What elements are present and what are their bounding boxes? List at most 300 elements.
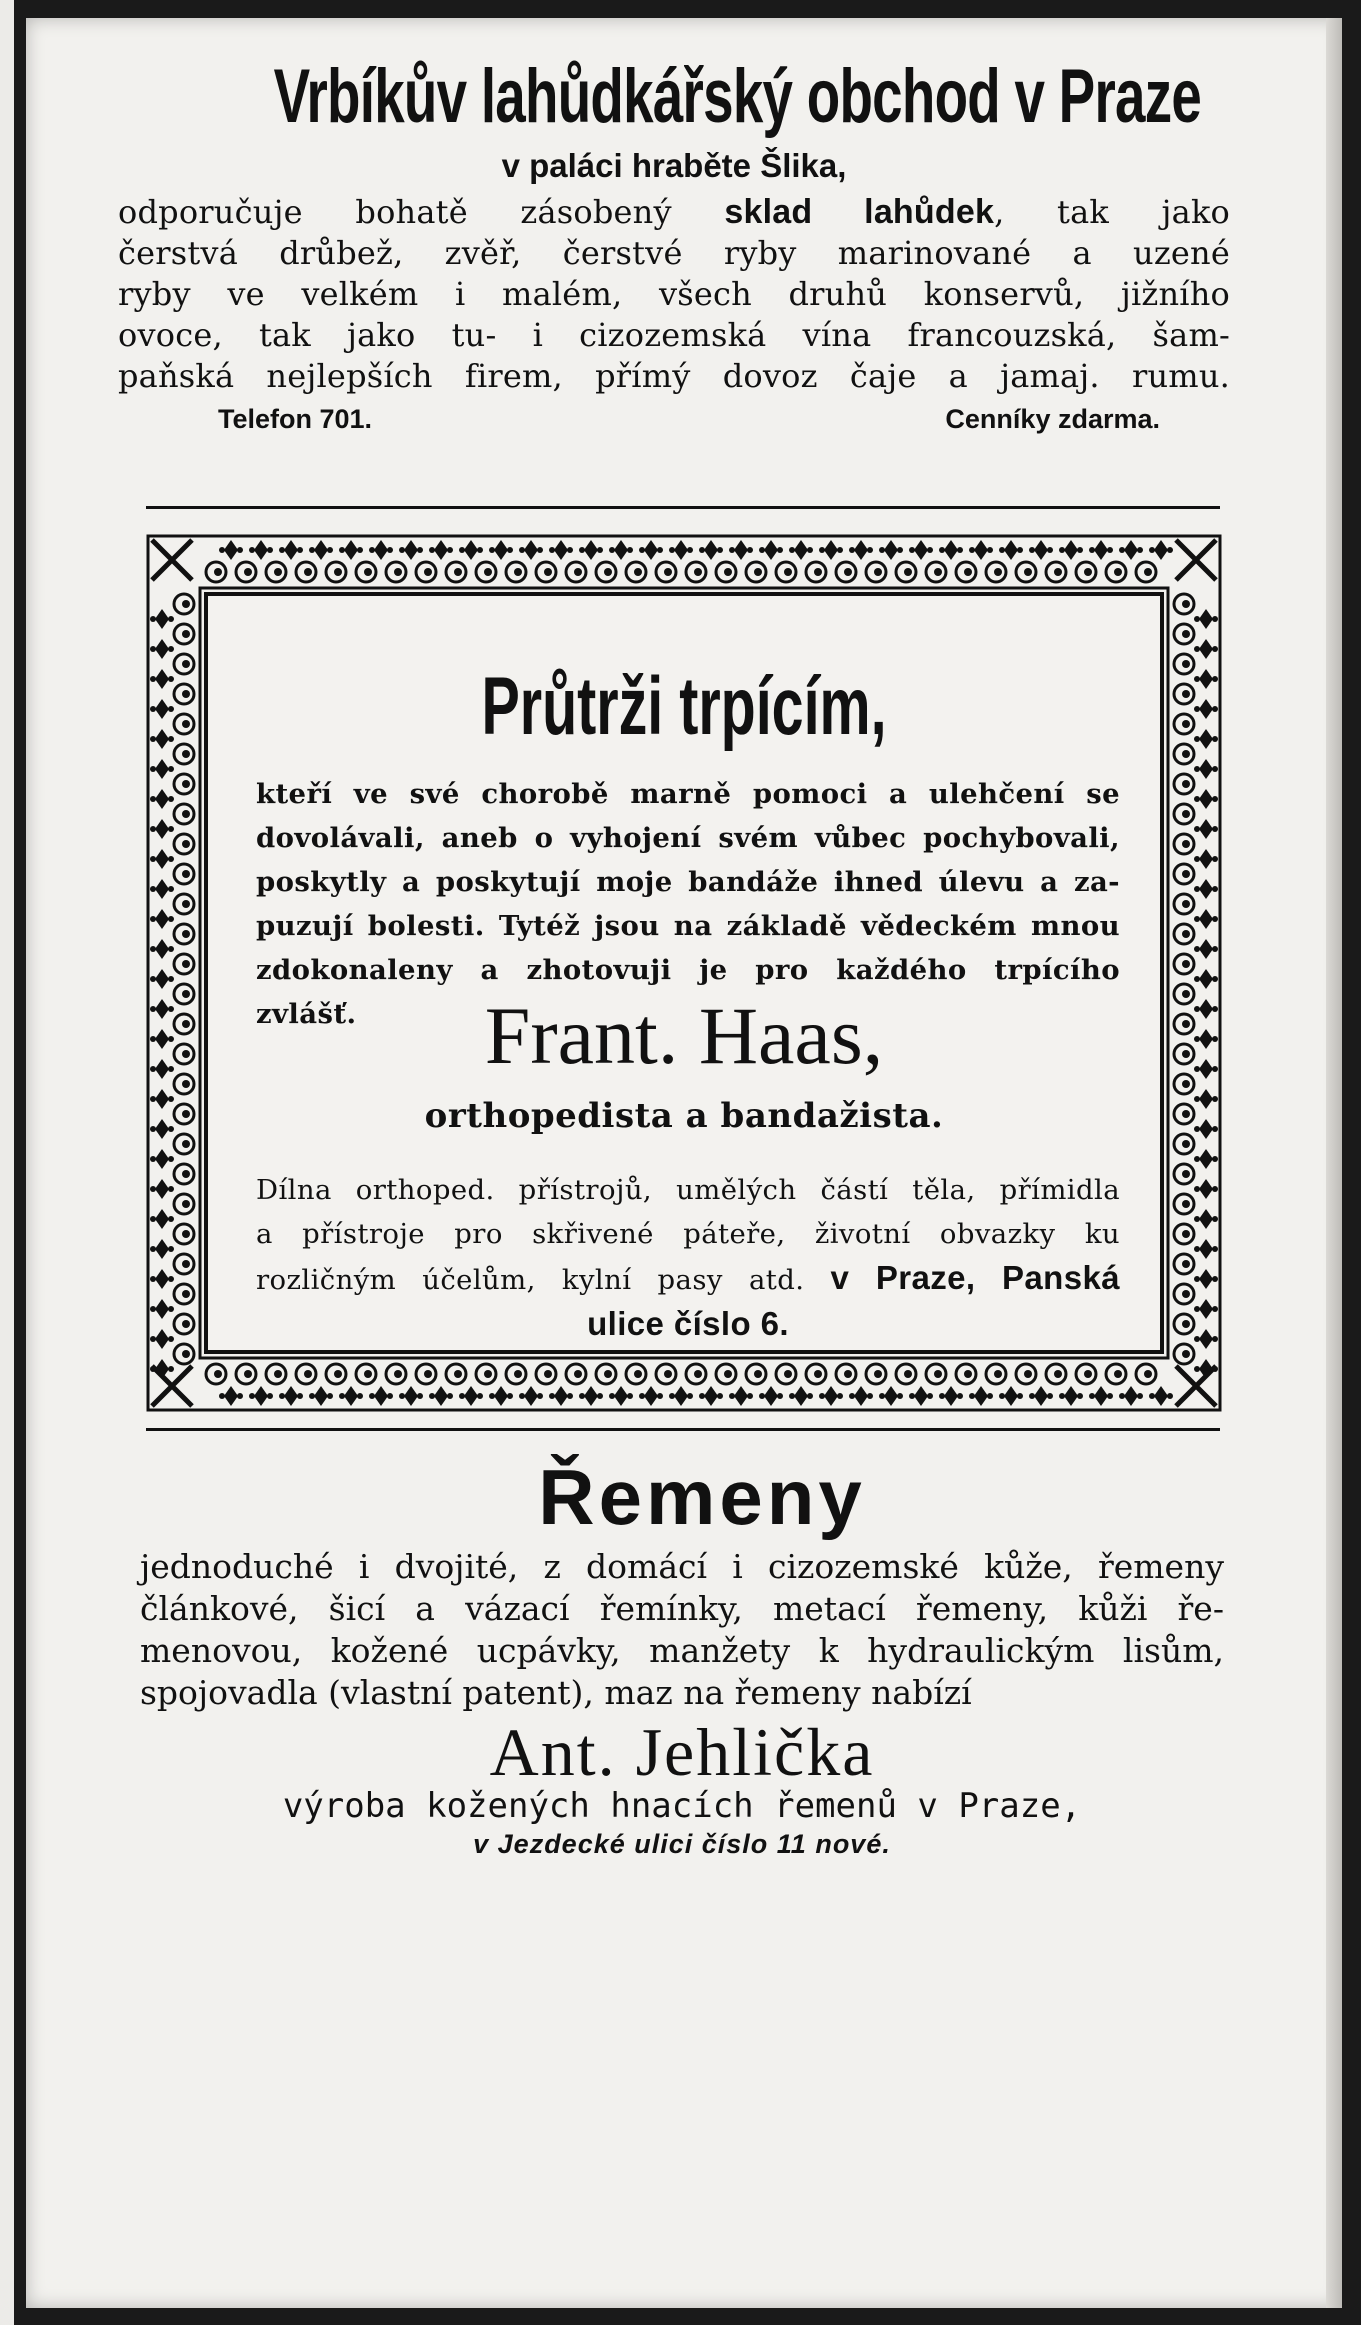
fleuron-ornament xyxy=(1199,1239,1213,1259)
fleuron-dot xyxy=(150,1216,156,1222)
fleuron-ornament xyxy=(155,1029,169,1049)
fleuron-dot xyxy=(168,1006,174,1012)
fleuron-dot xyxy=(150,676,156,682)
fleuron-dot xyxy=(609,1393,615,1399)
fleuron-dot xyxy=(168,1306,174,1312)
scroll-ornament-dot xyxy=(934,568,942,576)
scroll-ornament-dot xyxy=(1084,568,1092,576)
fleuron-ornament xyxy=(254,1386,268,1406)
fleuron-dot xyxy=(168,1336,174,1342)
fleuron-ornament xyxy=(404,540,418,560)
fleuron-ornament xyxy=(854,1386,868,1406)
fleuron-ornament xyxy=(155,849,169,869)
fleuron-ornament xyxy=(644,540,658,560)
fleuron-dot xyxy=(267,547,273,553)
ad-haas-line: dovolávali, aneb o vyhojení svém vůbec pochybovali, xyxy=(256,822,1120,854)
fleuron-dot xyxy=(1212,1156,1218,1162)
scroll-ornament-dot xyxy=(182,1320,190,1328)
corner-ornament xyxy=(1176,1366,1216,1406)
scroll-ornament-dot xyxy=(724,568,732,576)
scroll-ornament-dot xyxy=(1144,568,1152,576)
fleuron-dot xyxy=(309,1393,315,1399)
fleuron-dot xyxy=(1194,946,1200,952)
fleuron-dot xyxy=(1059,1393,1065,1399)
fleuron-ornament xyxy=(734,540,748,560)
fleuron-ornament xyxy=(1199,849,1213,869)
scroll-ornament-dot xyxy=(274,568,282,576)
fleuron-dot xyxy=(969,1393,975,1399)
fleuron-ornament xyxy=(155,1089,169,1109)
fleuron-dot xyxy=(987,547,993,553)
fleuron-dot xyxy=(1194,1366,1200,1372)
fleuron-dot xyxy=(417,1393,423,1399)
scroll-ornament-dot xyxy=(1182,600,1190,608)
fleuron-dot xyxy=(150,646,156,652)
fleuron-dot xyxy=(1107,1393,1113,1399)
fleuron-dot xyxy=(1212,916,1218,922)
fleuron-dot xyxy=(999,547,1005,553)
ad-vrbik-footer xyxy=(118,399,1230,439)
fleuron-dot xyxy=(168,1126,174,1132)
scroll-ornament-dot xyxy=(182,870,190,878)
text-run: rozličným účelům, kylní pasy atd. xyxy=(256,1264,805,1296)
fleuron-dot xyxy=(609,547,615,553)
fleuron-ornament xyxy=(854,540,868,560)
scroll-ornament-dot xyxy=(1182,1050,1190,1058)
scroll-ornament-dot xyxy=(182,900,190,908)
fleuron-dot xyxy=(849,1393,855,1399)
fleuron-dot xyxy=(429,1393,435,1399)
fleuron-ornament xyxy=(1004,1386,1018,1406)
fleuron-dot xyxy=(687,1393,693,1399)
fleuron-dot xyxy=(1212,1066,1218,1072)
fleuron-dot xyxy=(627,1393,633,1399)
scroll-ornament-dot xyxy=(994,1370,1002,1378)
scroll-ornament-dot xyxy=(214,1370,222,1378)
ad-vrbik-line xyxy=(118,192,1230,233)
ad-jehlicka-line: spojovadla (vlastní patent), maz na řemeny nabízí xyxy=(140,1673,972,1712)
fleuron-ornament xyxy=(155,1329,169,1349)
ad-haas-line: poskytly a poskytují moje bandáže ihned úlevu a za- xyxy=(256,866,1120,898)
fleuron-dot xyxy=(168,796,174,802)
fleuron-dot xyxy=(1194,826,1200,832)
fleuron-dot xyxy=(237,1393,243,1399)
scroll-ornament-dot xyxy=(182,1200,190,1208)
scroll-ornament-dot xyxy=(724,1370,732,1378)
fleuron-dot xyxy=(150,616,156,622)
fleuron-ornament xyxy=(224,1386,238,1406)
scroll-ornament-dot xyxy=(182,750,190,758)
fleuron-dot xyxy=(168,616,174,622)
fleuron-dot xyxy=(150,1096,156,1102)
scroll-ornament-dot xyxy=(484,1370,492,1378)
divider-rule xyxy=(146,1428,1220,1431)
cenniky: Cenníky zdarma. xyxy=(945,404,1160,434)
fleuron-dot xyxy=(597,547,603,553)
fleuron-dot xyxy=(1194,1006,1200,1012)
fleuron-ornament xyxy=(155,639,169,659)
fleuron-ornament xyxy=(155,1149,169,1169)
scroll-ornament-dot xyxy=(484,568,492,576)
fleuron-ornament xyxy=(1124,540,1138,560)
fleuron-dot xyxy=(1212,796,1218,802)
fleuron-dot xyxy=(939,1393,945,1399)
scroll-ornament-dot xyxy=(634,568,642,576)
scroll-ornament-dot xyxy=(454,1370,462,1378)
fleuron-ornament xyxy=(155,939,169,959)
fleuron-dot xyxy=(1194,1186,1200,1192)
fleuron-ornament xyxy=(674,540,688,560)
fleuron-dot xyxy=(267,1393,273,1399)
fleuron-dot xyxy=(168,856,174,862)
page-right-edge xyxy=(1326,18,1342,2308)
fleuron-dot xyxy=(819,1393,825,1399)
fleuron-ornament xyxy=(404,1386,418,1406)
scroll-ornament-dot xyxy=(574,1370,582,1378)
fleuron-ornament xyxy=(1199,909,1213,929)
fleuron-dot xyxy=(627,547,633,553)
fleuron-dot xyxy=(309,547,315,553)
fleuron-dot xyxy=(879,547,885,553)
fleuron-dot xyxy=(168,676,174,682)
fleuron-dot xyxy=(369,1393,375,1399)
fleuron-dot xyxy=(1089,1393,1095,1399)
fleuron-dot xyxy=(150,706,156,712)
scroll-ornament-dot xyxy=(1182,1200,1190,1208)
scroll-ornament-dot xyxy=(814,568,822,576)
fleuron-ornament xyxy=(764,1386,778,1406)
fleuron-ornament xyxy=(1199,1029,1213,1049)
corner-ornament xyxy=(1176,540,1216,580)
fleuron-dot xyxy=(549,1393,555,1399)
fleuron-ornament xyxy=(1199,1299,1213,1319)
scroll-ornament-dot xyxy=(1144,1370,1152,1378)
fleuron-dot xyxy=(150,1186,156,1192)
ad-haas-line: zdokonaleny a zhotovuji je pro každého trpícího zvlášť. xyxy=(256,954,1120,1030)
fleuron-ornament xyxy=(1199,639,1213,659)
scroll-ornament-dot xyxy=(874,568,882,576)
fleuron-dot xyxy=(279,547,285,553)
scroll-ornament-dot xyxy=(1182,840,1190,848)
scroll-ornament-dot xyxy=(1054,568,1062,576)
fleuron-ornament xyxy=(794,1386,808,1406)
scroll-ornament-dot xyxy=(754,1370,762,1378)
fleuron-ornament xyxy=(1064,540,1078,560)
ad-haas-detail-line: a přístroje pro skřivené páteře, životní obvazky ku xyxy=(256,1218,1120,1250)
ad-jehlicka-line: článkové, šicí a vázací řemínky, metací řemeny, kůži ře- xyxy=(140,1589,1224,1628)
fleuron-ornament xyxy=(884,1386,898,1406)
ad-jehlicka-line: jednoduché i dvojité, z domácí i cizozemské kůže, řemeny xyxy=(140,1547,1224,1586)
fleuron-dot xyxy=(957,547,963,553)
fleuron-ornament xyxy=(734,1386,748,1406)
fleuron-dot xyxy=(168,1066,174,1072)
text-run: odporučuje bohatě zásobený xyxy=(118,193,725,231)
fleuron-dot xyxy=(1017,547,1023,553)
fleuron-ornament xyxy=(284,540,298,560)
scroll-ornament-dot xyxy=(394,568,402,576)
fleuron-dot xyxy=(150,1006,156,1012)
scroll-ornament-dot xyxy=(874,1370,882,1378)
fleuron-dot xyxy=(549,547,555,553)
fleuron-dot xyxy=(939,547,945,553)
fleuron-ornament xyxy=(155,759,169,779)
fleuron-ornament xyxy=(524,1386,538,1406)
advertisement-vrbik xyxy=(118,42,1230,439)
fleuron-ornament xyxy=(1199,669,1213,689)
fleuron-ornament xyxy=(155,1209,169,1229)
fleuron-dot xyxy=(1137,547,1143,553)
fleuron-dot xyxy=(219,1393,225,1399)
fleuron-dot xyxy=(150,736,156,742)
fleuron-dot xyxy=(1194,1336,1200,1342)
fleuron-dot xyxy=(279,1393,285,1399)
scroll-ornament-dot xyxy=(784,1370,792,1378)
fleuron-dot xyxy=(150,886,156,892)
ad-vrbik-line: paňská nejlepších firem, přímý dovoz čaje a jamaj. rumu. xyxy=(118,357,1230,395)
fleuron-dot xyxy=(507,547,513,553)
fleuron-dot xyxy=(150,1156,156,1162)
fleuron-dot xyxy=(168,1036,174,1042)
fleuron-dot xyxy=(1149,547,1155,553)
fleuron-dot xyxy=(1194,1126,1200,1132)
fleuron-dot xyxy=(1212,1186,1218,1192)
corner-ornament xyxy=(152,540,192,580)
scroll-ornament-dot xyxy=(604,568,612,576)
fleuron-ornament xyxy=(1199,879,1213,899)
fleuron-ornament xyxy=(824,1386,838,1406)
fleuron-dot xyxy=(1017,1393,1023,1399)
fleuron-dot xyxy=(1212,1036,1218,1042)
scroll-ornament-dot xyxy=(182,960,190,968)
fleuron-dot xyxy=(1107,547,1113,553)
fleuron-ornament xyxy=(155,999,169,1019)
fleuron-dot xyxy=(1194,766,1200,772)
fleuron-dot xyxy=(1137,1393,1143,1399)
fleuron-dot xyxy=(1194,676,1200,682)
fleuron-ornament xyxy=(824,540,838,560)
scroll-ornament-dot xyxy=(1182,630,1190,638)
fleuron-ornament xyxy=(584,1386,598,1406)
fleuron-dot xyxy=(150,1336,156,1342)
fleuron-dot xyxy=(168,766,174,772)
scroll-ornament-dot xyxy=(1054,1370,1062,1378)
fleuron-dot xyxy=(729,547,735,553)
fleuron-dot xyxy=(957,1393,963,1399)
fleuron-dot xyxy=(168,886,174,892)
scroll-ornament-dot xyxy=(634,1370,642,1378)
scroll-ornament-dot xyxy=(182,660,190,668)
fleuron-dot xyxy=(1212,736,1218,742)
ad-haas-line: kteří ve své chorobě marně pomoci a ulehčení se xyxy=(256,778,1120,810)
highlight-text: sklad lahůdek xyxy=(724,193,995,231)
fleuron-dot xyxy=(1047,547,1053,553)
scroll-ornament-dot xyxy=(182,1260,190,1268)
scroll-ornament-dot xyxy=(244,568,252,576)
fleuron-ornament xyxy=(1199,1329,1213,1349)
fleuron-dot xyxy=(1194,1036,1200,1042)
fleuron-dot xyxy=(789,1393,795,1399)
fleuron-ornament xyxy=(914,540,928,560)
fleuron-ornament xyxy=(155,879,169,899)
scroll-ornament-dot xyxy=(904,1370,912,1378)
fleuron-dot xyxy=(789,547,795,553)
fleuron-dot xyxy=(1212,646,1218,652)
fleuron-dot xyxy=(429,547,435,553)
fleuron-ornament xyxy=(155,699,169,719)
fleuron-dot xyxy=(1212,976,1218,982)
fleuron-ornament xyxy=(1154,1386,1168,1406)
scroll-ornament-dot xyxy=(182,600,190,608)
fleuron-dot xyxy=(507,1393,513,1399)
fleuron-dot xyxy=(579,547,585,553)
scroll-ornament-dot xyxy=(1024,568,1032,576)
fleuron-ornament xyxy=(344,1386,358,1406)
fleuron-ornament xyxy=(1124,1386,1138,1406)
fleuron-dot xyxy=(747,547,753,553)
fleuron-dot xyxy=(1194,856,1200,862)
fleuron-dot xyxy=(168,736,174,742)
advertisement-jehlicka xyxy=(140,1452,1224,1862)
fleuron-dot xyxy=(1194,1066,1200,1072)
scroll-ornament-dot xyxy=(1182,1020,1190,1028)
fleuron-dot xyxy=(777,547,783,553)
fleuron-ornament xyxy=(1094,540,1108,560)
fleuron-dot xyxy=(327,547,333,553)
fleuron-dot xyxy=(447,547,453,553)
fleuron-dot xyxy=(387,1393,393,1399)
fleuron-ornament xyxy=(1199,1059,1213,1079)
fleuron-ornament xyxy=(1094,1386,1108,1406)
fleuron-dot xyxy=(150,1126,156,1132)
fleuron-dot xyxy=(897,1393,903,1399)
fleuron-dot xyxy=(1077,1393,1083,1399)
fleuron-dot xyxy=(1047,1393,1053,1399)
fleuron-dot xyxy=(1194,736,1200,742)
fleuron-dot xyxy=(168,1276,174,1282)
fleuron-ornament xyxy=(614,540,628,560)
fleuron-ornament xyxy=(554,540,568,560)
fleuron-dot xyxy=(150,976,156,982)
scroll-ornament-dot xyxy=(1182,780,1190,788)
fleuron-ornament xyxy=(794,540,808,560)
scroll-ornament-dot xyxy=(754,568,762,576)
fleuron-ornament xyxy=(1034,1386,1048,1406)
fleuron-dot xyxy=(537,1393,543,1399)
fleuron-dot xyxy=(459,1393,465,1399)
scroll-ornament-dot xyxy=(182,810,190,818)
fleuron-dot xyxy=(168,706,174,712)
fleuron-dot xyxy=(1194,1276,1200,1282)
fleuron-dot xyxy=(579,1393,585,1399)
fleuron-dot xyxy=(339,547,345,553)
fleuron-ornament xyxy=(1199,1089,1213,1109)
fleuron-ornament xyxy=(155,819,169,839)
fleuron-dot xyxy=(249,547,255,553)
corner-ornament xyxy=(152,1366,192,1406)
fleuron-ornament xyxy=(1199,999,1213,1019)
fleuron-ornament xyxy=(1154,540,1168,560)
fleuron-dot xyxy=(909,1393,915,1399)
fleuron-dot xyxy=(969,547,975,553)
fleuron-ornament xyxy=(974,540,988,560)
fleuron-ornament xyxy=(1004,540,1018,560)
fleuron-ornament xyxy=(155,609,169,629)
fleuron-dot xyxy=(1194,1156,1200,1162)
ad-jehlicka-name: Ant. Jehlička xyxy=(489,1714,875,1790)
fleuron-dot xyxy=(1194,976,1200,982)
fleuron-dot xyxy=(657,1393,663,1399)
scroll-ornament-dot xyxy=(182,1080,190,1088)
scroll-ornament-dot xyxy=(784,568,792,576)
scroll-ornament-dot xyxy=(364,1370,372,1378)
fleuron-dot xyxy=(447,1393,453,1399)
ad-jehlicka-address: v Jezdecké ulici číslo 11 nové. xyxy=(473,1829,891,1859)
fleuron-dot xyxy=(150,916,156,922)
fleuron-dot xyxy=(669,547,675,553)
scroll-ornament-dot xyxy=(514,568,522,576)
scroll-ornament-dot xyxy=(182,840,190,848)
fleuron-dot xyxy=(477,547,483,553)
scroll-ornament-dot xyxy=(214,568,222,576)
fleuron-ornament xyxy=(155,1179,169,1199)
fleuron-dot xyxy=(339,1393,345,1399)
fleuron-ornament xyxy=(974,1386,988,1406)
fleuron-dot xyxy=(168,826,174,832)
ad-haas-name: Frant. Haas, xyxy=(484,990,884,1081)
scroll-ornament-dot xyxy=(694,1370,702,1378)
scroll-ornament-dot xyxy=(814,1370,822,1378)
fleuron-dot xyxy=(168,1216,174,1222)
fleuron-dot xyxy=(1194,916,1200,922)
scroll-ornament-dot xyxy=(182,1170,190,1178)
fleuron-dot xyxy=(819,547,825,553)
scroll-ornament-dot xyxy=(1182,810,1190,818)
fleuron-ornament xyxy=(1199,1179,1213,1199)
fleuron-dot xyxy=(150,826,156,832)
fleuron-dot xyxy=(168,916,174,922)
fleuron-ornament xyxy=(155,1299,169,1319)
fleuron-dot xyxy=(669,1393,675,1399)
fleuron-ornament xyxy=(434,1386,448,1406)
fleuron-dot xyxy=(699,547,705,553)
scroll-ornament-dot xyxy=(1182,660,1190,668)
fleuron-dot xyxy=(489,547,495,553)
fleuron-dot xyxy=(717,1393,723,1399)
fleuron-dot xyxy=(1194,616,1200,622)
fleuron-dot xyxy=(1119,547,1125,553)
scroll-ornament-dot xyxy=(1182,960,1190,968)
scroll-ornament-dot xyxy=(1182,870,1190,878)
scroll-ornament-dot xyxy=(1182,900,1190,908)
fleuron-ornament xyxy=(1199,759,1213,779)
fleuron-dot xyxy=(168,1366,174,1372)
fleuron-ornament xyxy=(584,540,598,560)
scroll-ornament-dot xyxy=(424,1370,432,1378)
ad-vrbik-line: čerstvá drůbež, zvěř, čerstvé ryby marinované a uzené xyxy=(118,234,1230,272)
fleuron-ornament xyxy=(1034,540,1048,560)
fleuron-dot xyxy=(168,1096,174,1102)
scroll-ornament-dot xyxy=(1182,1260,1190,1268)
fleuron-dot xyxy=(1149,1393,1155,1399)
scroll-ornament-dot xyxy=(182,930,190,938)
fleuron-dot xyxy=(168,946,174,952)
fleuron-ornament xyxy=(674,1386,688,1406)
fleuron-dot xyxy=(1194,1246,1200,1252)
scroll-ornament-dot xyxy=(1182,1320,1190,1328)
fleuron-dot xyxy=(687,547,693,553)
scroll-ornament-dot xyxy=(304,568,312,576)
scroll-ornament-dot xyxy=(424,568,432,576)
